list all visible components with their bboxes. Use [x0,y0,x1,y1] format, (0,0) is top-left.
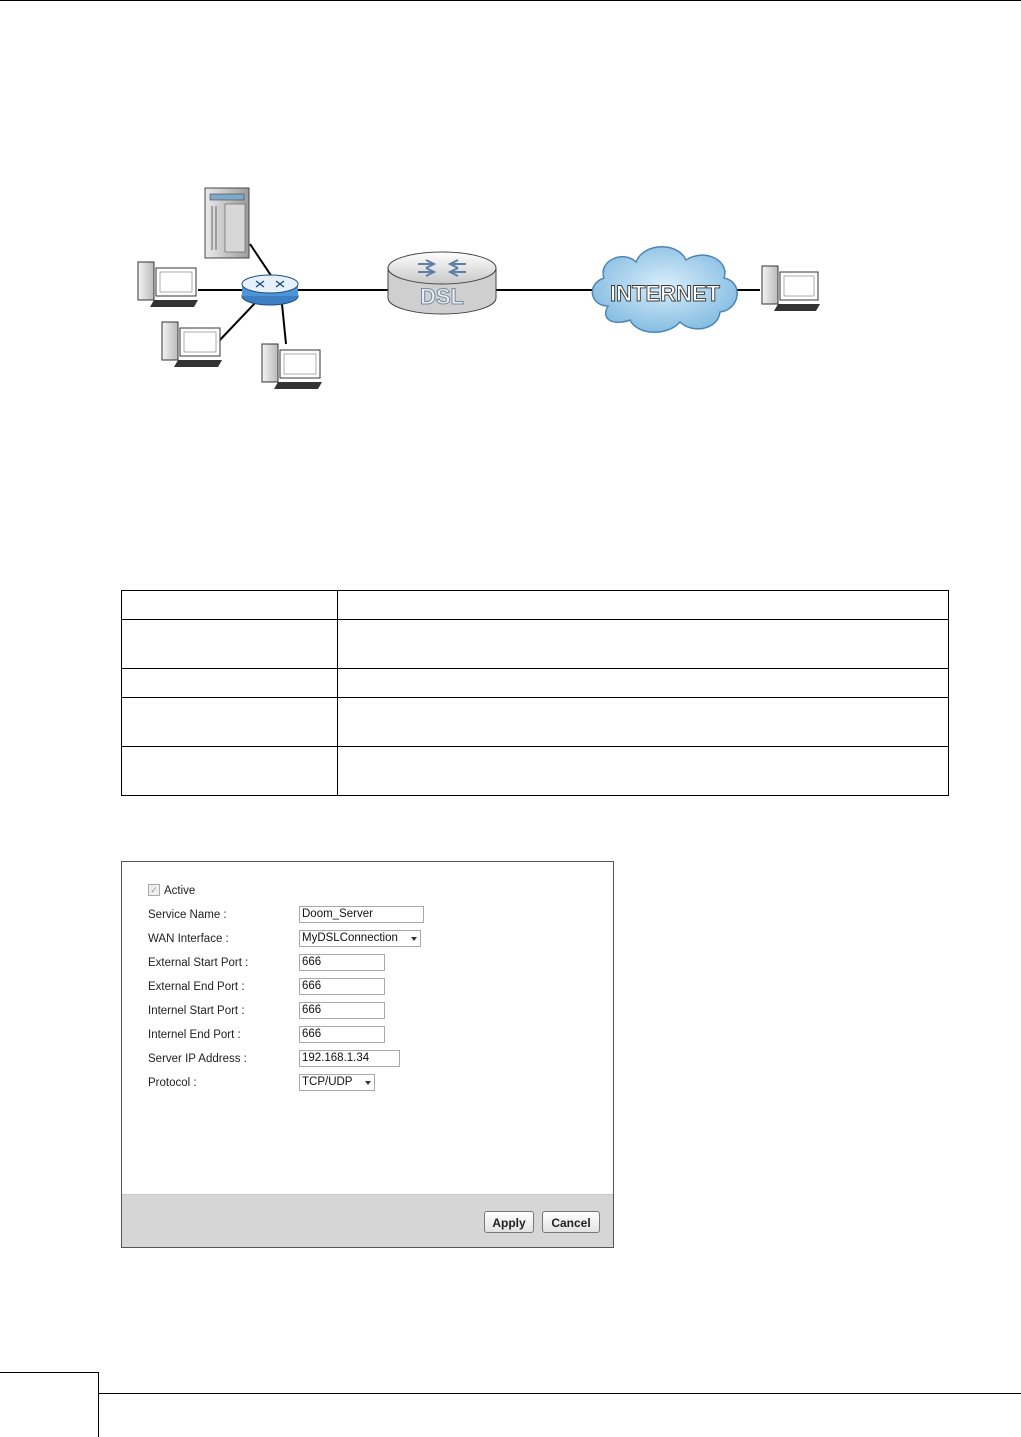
wan-interface-value: MyDSLConnection [302,932,398,944]
wan-interface-row [148,930,588,948]
table-cell [122,698,338,747]
external-end-port-row [148,978,588,996]
active-checkbox[interactable]: ✓ [148,884,160,896]
external-end-port-input[interactable]: 666 [299,978,385,995]
network-diagram-svg [120,180,840,400]
table-cell [338,669,949,698]
cloud-label: INTERNET [610,281,720,306]
switch-icon [242,275,298,305]
protocol-select[interactable] [299,1074,375,1091]
computer-icon [162,322,222,367]
table-cell [122,620,338,669]
cloud-icon [592,247,737,333]
service-name-row [148,906,588,924]
external-start-port-row [148,954,588,972]
port-forwarding-screen [121,861,614,1248]
wan-interface-select[interactable] [299,930,421,947]
protocol-value: TCP/UDP [302,1076,353,1088]
computer-icon [762,266,820,311]
computer-icon [138,262,198,307]
spec-table [121,590,949,796]
protocol-label: Protocol : [148,1077,197,1089]
button-bar [122,1194,613,1247]
service-name-label: Service Name : [148,909,227,921]
footer-rule [99,1393,1021,1394]
server-ip-label: Server IP Address : [148,1053,247,1065]
active-row [148,882,348,900]
internal-start-port-row [148,1002,588,1020]
external-start-port-input[interactable]: 666 [299,954,385,971]
chevron-down-icon [411,937,417,941]
server-ip-row [148,1050,588,1068]
table-cell [122,747,338,796]
external-end-port-label: External End Port : [148,981,245,993]
table-cell [338,620,949,669]
page-number-box [0,1372,99,1437]
internal-end-port-input[interactable]: 666 [299,1026,385,1043]
server-ip-input[interactable]: 192.168.1.34 [299,1050,400,1067]
apply-button[interactable]: Apply [484,1211,534,1233]
router-icon [388,252,496,314]
computer-icon [262,344,322,389]
internal-start-port-label: Internel Start Port : [148,1005,245,1017]
internal-end-port-row [148,1026,588,1044]
table-row [122,747,949,796]
top-rule [0,0,1021,1]
chevron-down-icon [365,1081,371,1085]
internal-end-port-label: Internel End Port : [148,1029,241,1041]
router-label: DSL [420,284,464,309]
table-row [122,591,949,620]
table-row [122,620,949,669]
server-icon [205,188,249,258]
active-label: Active [164,885,196,897]
network-diagram [120,180,840,400]
table-cell [338,698,949,747]
cancel-button[interactable]: Cancel [542,1211,600,1233]
wan-interface-label: WAN Interface : [148,933,229,945]
table-cell [338,747,949,796]
internal-start-port-input[interactable]: 666 [299,1002,385,1019]
table-cell [122,669,338,698]
external-start-port-label: External Start Port : [148,957,249,969]
service-name-input[interactable]: Doom_Server [299,906,424,923]
protocol-row [148,1074,588,1092]
table-row [122,669,949,698]
table-row [122,698,949,747]
table-cell [338,591,949,620]
table-cell [122,591,338,620]
